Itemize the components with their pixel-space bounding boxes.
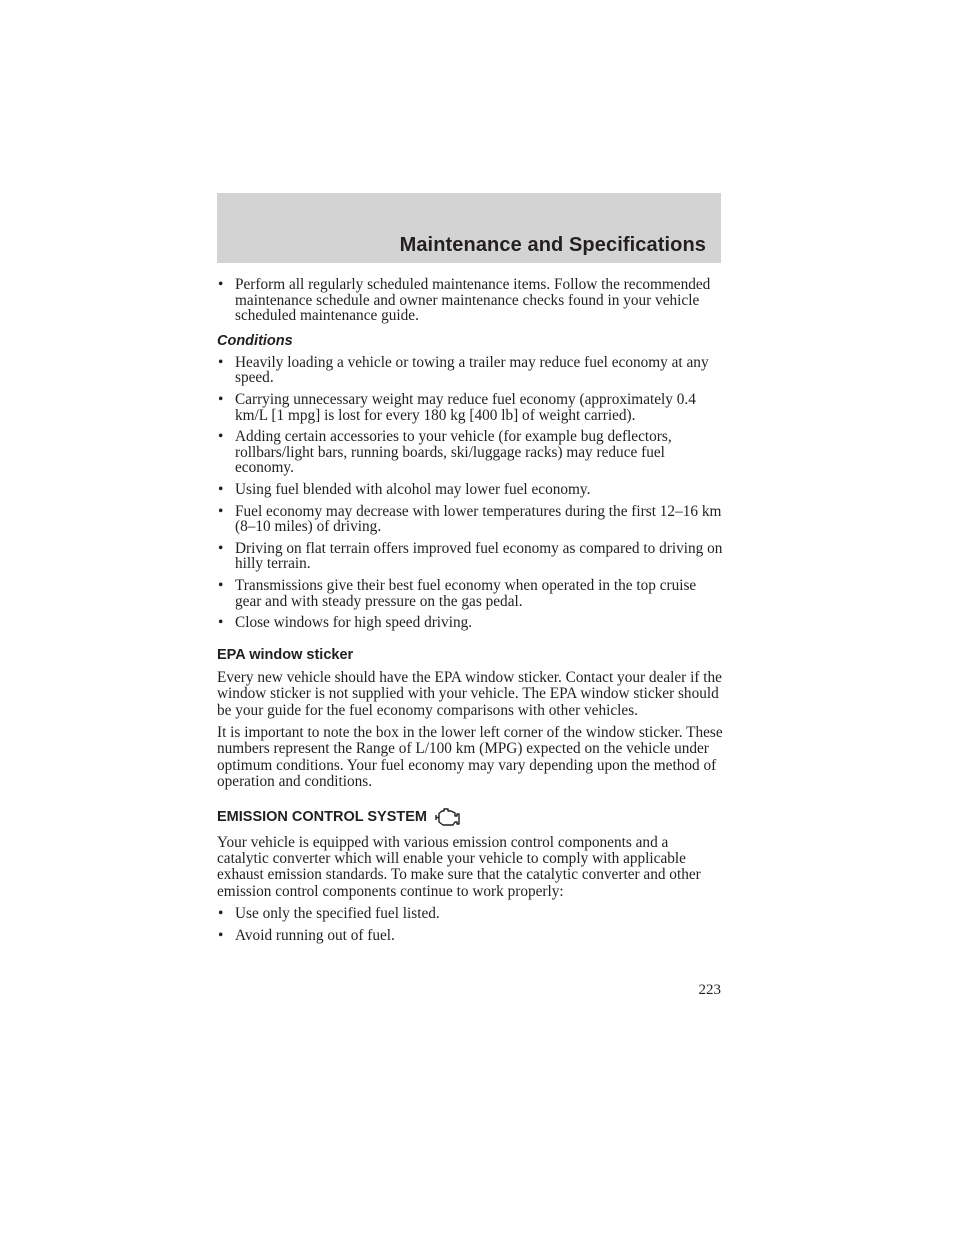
emission-paragraph: Your vehicle is equipped with various emission control components and a catalytic converter which will enable your vehicle to comply with applicable exhaust emission standards. To make sure that the catalytic converter and other emission control components continue to work properly: [217, 833, 701, 900]
conditions-bullet-list [217, 355, 723, 631]
bullet-glyph: • [218, 353, 224, 371]
list-item [217, 906, 723, 922]
list-item-text: Avoid running out of fuel. [235, 926, 395, 944]
page-title: Maintenance and Specifications [399, 234, 706, 256]
intro-bullet-list [217, 277, 723, 324]
conditions-heading: Conditions [217, 332, 293, 349]
list-item [217, 541, 723, 572]
emission-bullet-list [217, 906, 723, 943]
list-item [217, 355, 723, 386]
list-item [217, 429, 723, 476]
list-item [217, 928, 723, 944]
engine-icon [433, 807, 461, 827]
emission-heading-text: EMISSION CONTROL SYSTEM [217, 808, 428, 825]
bullet-glyph: • [218, 926, 224, 944]
bullet-glyph: • [218, 276, 224, 293]
bullet-glyph: • [218, 539, 224, 557]
list-item-text: Heavily loading a vehicle or towing a trailer may reduce fuel economy at any speed. [235, 353, 709, 387]
bullet-glyph: • [218, 480, 224, 498]
list-item-text: Perform all regularly scheduled maintenance items. Follow the recommended maintenance schedule and owner maintenance checks found in your vehicle scheduled maintenance guide. [235, 276, 711, 325]
list-item-text: Transmissions give their best fuel economy when operated in the top cruise gear and with steady pressure on the gas pedal. [235, 576, 697, 610]
list-item [217, 578, 723, 609]
list-item [217, 392, 723, 423]
bullet-glyph: • [218, 576, 224, 594]
page-number: 223 [698, 982, 721, 998]
bullet-glyph: • [218, 428, 224, 446]
list-item-text: Fuel economy may decrease with lower temperatures during the first 12–16 km (8–10 miles) of driving. [235, 502, 722, 536]
bullet-glyph: • [218, 502, 224, 520]
emission-heading [217, 807, 723, 827]
bullet-glyph: • [218, 905, 224, 923]
list-item-text: Adding certain accessories to your vehicle (for example bug deflectors, rollbars/light bars, running boards, ski/luggage racks) may reduce fuel economy. [235, 428, 672, 477]
list-item [217, 504, 723, 535]
list-item-text: Driving on flat terrain offers improved fuel economy as compared to driving on hilly terrain. [235, 539, 723, 573]
bullet-glyph: • [218, 390, 224, 408]
bullet-glyph: • [218, 614, 224, 632]
list-item-text: Close windows for high speed driving. [235, 614, 473, 632]
list-item [217, 482, 723, 498]
list-item [217, 615, 723, 631]
list-item-text: Use only the specified fuel listed. [235, 905, 440, 923]
list-item [217, 277, 723, 324]
epa-heading: EPA window sticker [217, 646, 354, 663]
epa-paragraph-2: It is important to note the box in the lower left corner of the window sticker. These numbers represent the Range of L/100 km (MPG) expected on the vehicle under optimum conditions. Your fuel economy may vary depending upon the method of operation and conditions. [217, 723, 723, 791]
page-content [217, 277, 723, 949]
epa-paragraph-1: Every new vehicle should have the EPA window sticker. Contact your dealer if the window sticker is not supplied with your vehicle. The EPA window sticker should be your guide for the fuel economy comparisons with other vehicles. [217, 668, 722, 719]
header-band [217, 193, 721, 263]
list-item-text: Using fuel blended with alcohol may lower fuel economy. [235, 480, 591, 498]
list-item-text: Carrying unnecessary weight may reduce fuel economy (approximately 0.4 km/L [1 mpg] is lost for every 180 kg [400 lb] of weight carried). [235, 390, 696, 424]
